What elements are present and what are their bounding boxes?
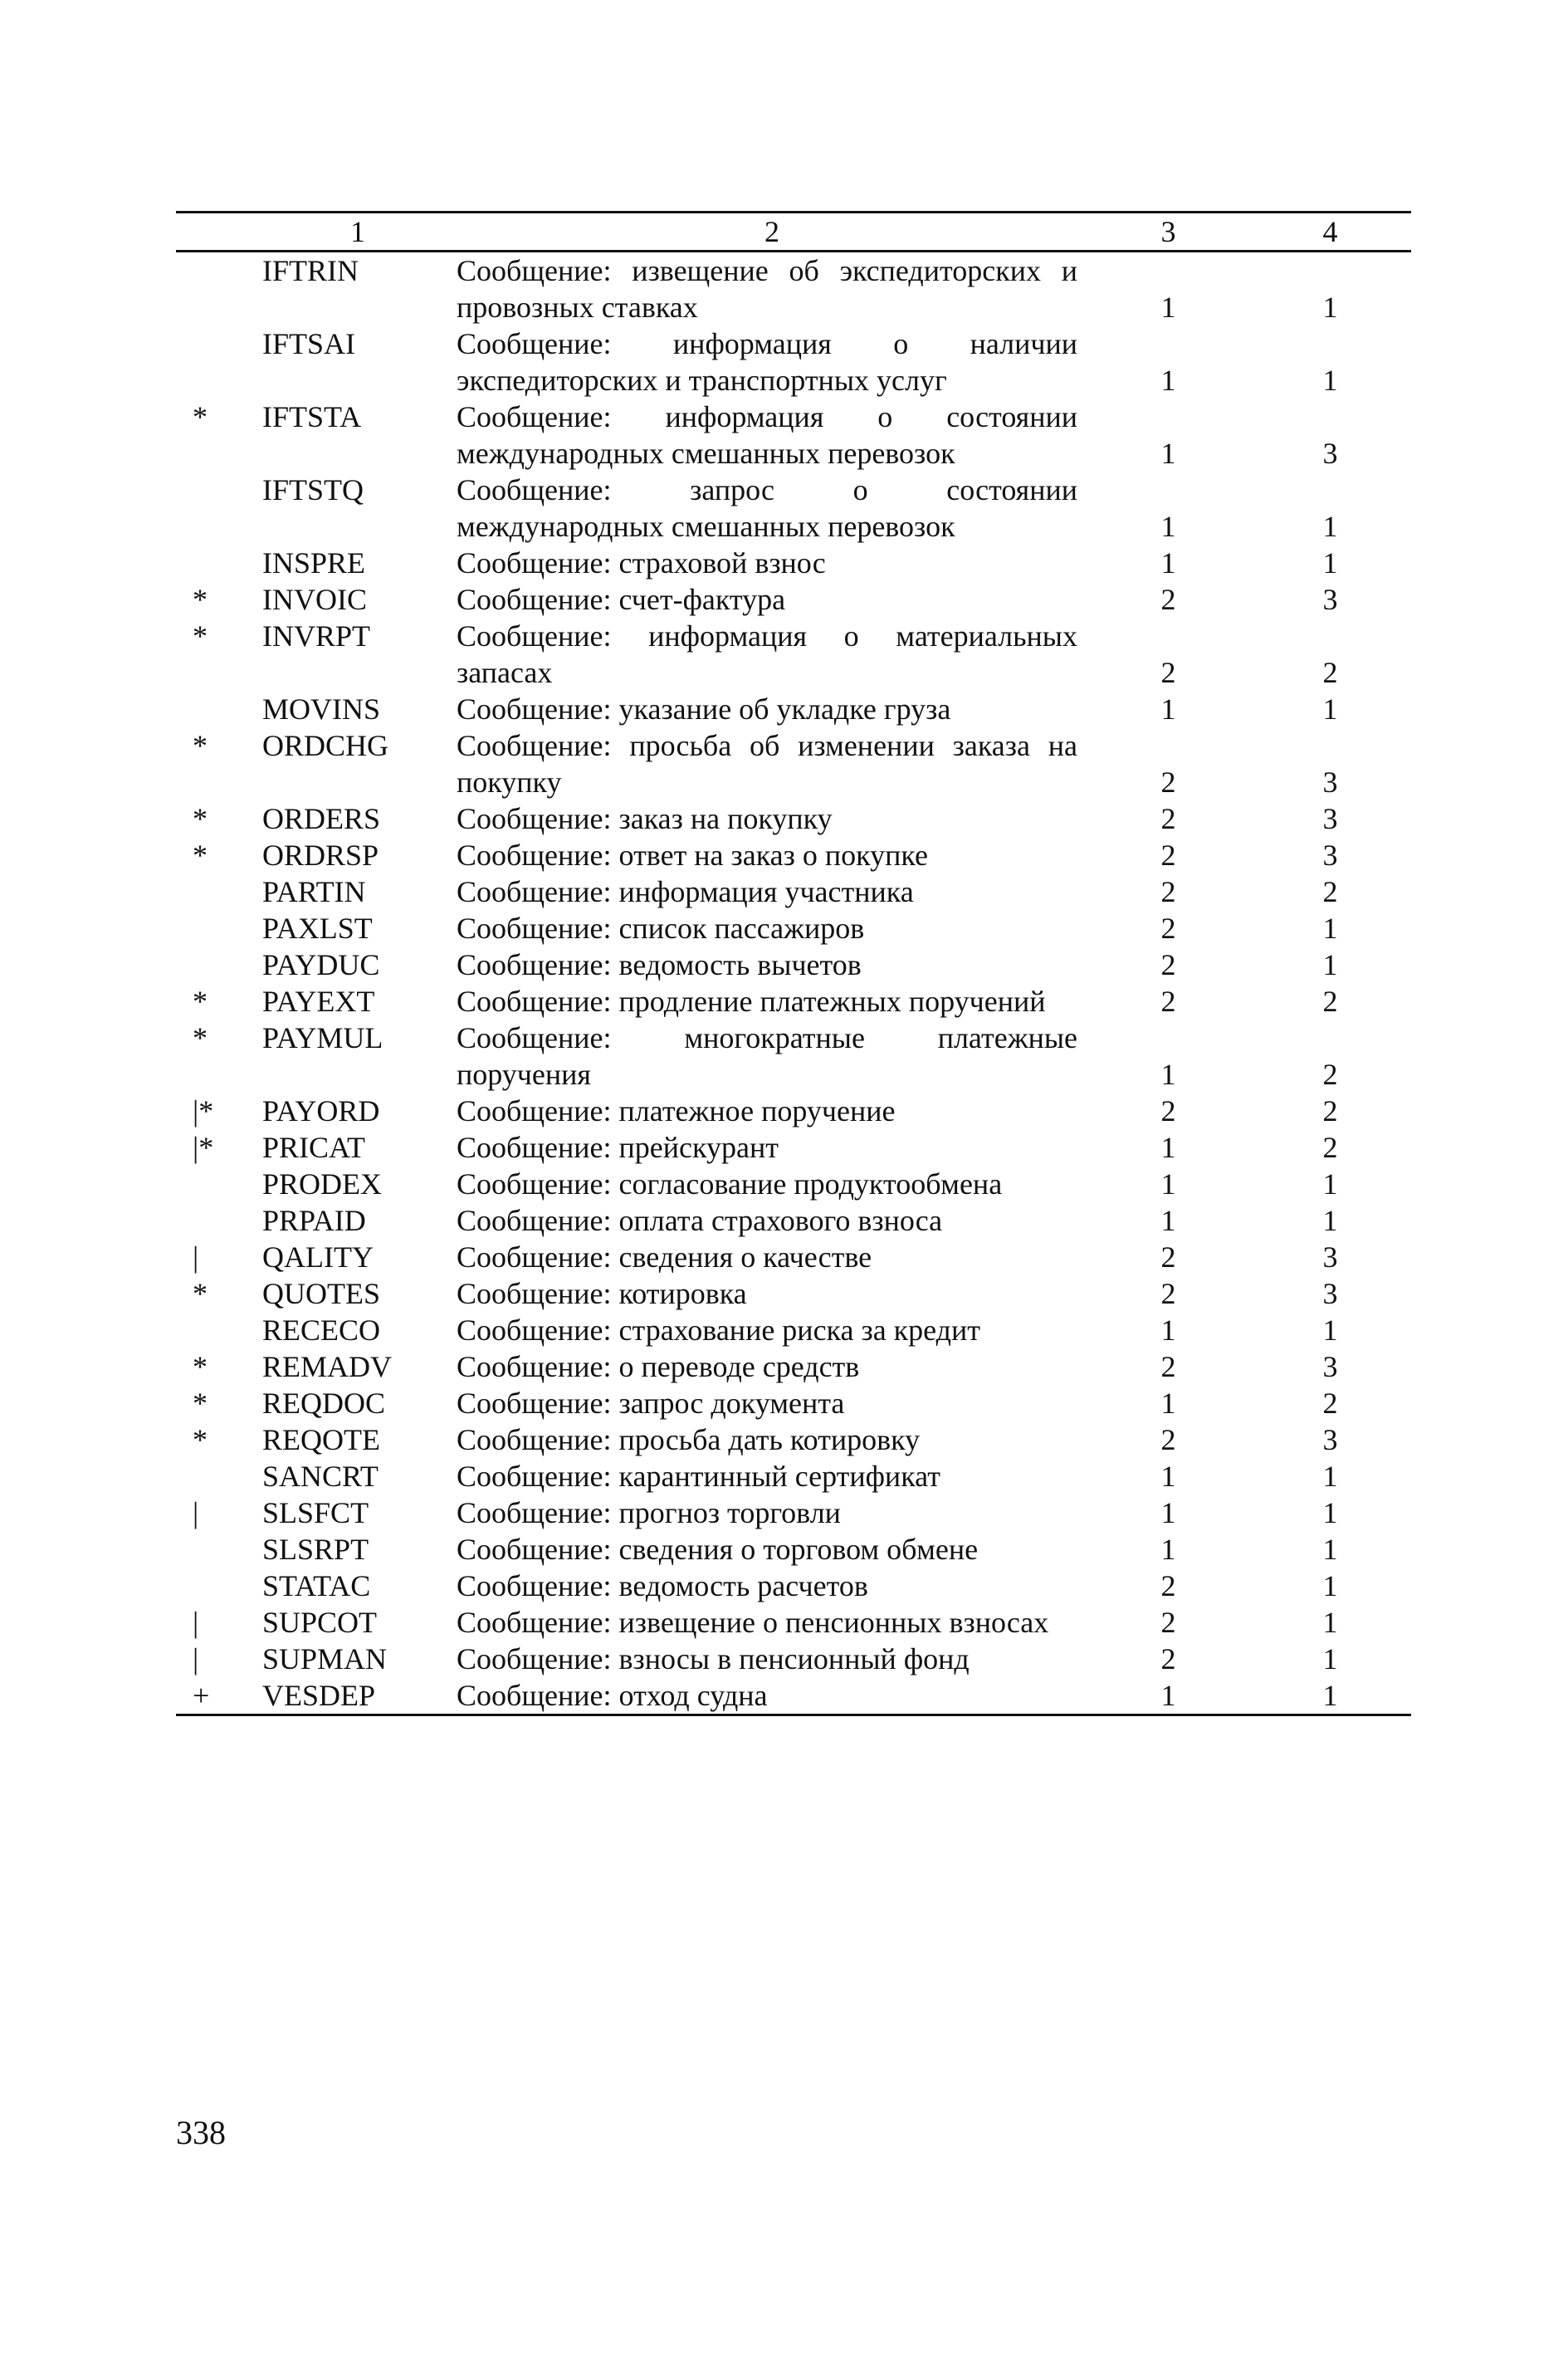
row-mark: |	[193, 1496, 199, 1529]
row-mark: *	[193, 1423, 208, 1456]
column-4-value: 1	[1322, 912, 1338, 945]
column-4-value: 3	[1322, 802, 1338, 835]
table-row	[176, 837, 1411, 873]
column-4-value: 2	[1322, 1387, 1338, 1420]
table-row	[176, 1166, 1411, 1202]
column-4-value: 2	[1322, 1131, 1338, 1164]
column-3-value: 1	[1160, 1496, 1176, 1529]
message-description: Сообщение: список пассажиров	[457, 912, 865, 945]
table-row	[176, 800, 1411, 837]
message-code: VESDEP	[262, 1679, 376, 1712]
column-3-value: 1	[1160, 1679, 1176, 1712]
message-code: ORDERS	[262, 802, 381, 835]
column-3-value: 1	[1160, 692, 1176, 726]
message-code: MOVINS	[262, 692, 381, 726]
column-3-value: 2	[1160, 948, 1176, 981]
column-3-value: 2	[1160, 1423, 1176, 1456]
message-code: PARTIN	[262, 875, 366, 908]
row-mark	[176, 1531, 259, 1568]
column-3-value: 2	[1160, 875, 1176, 908]
table-row	[176, 1385, 1411, 1421]
column-4-value: 1	[1322, 948, 1338, 981]
message-code: REMADV	[262, 1350, 393, 1383]
column-4-value: 3	[1322, 583, 1338, 616]
column-4-value: 3	[1322, 1240, 1338, 1274]
message-description: Сообщение: прейскурант	[457, 1131, 779, 1164]
row-mark	[176, 1166, 259, 1202]
column-3-value: 2	[1160, 985, 1176, 1018]
row-mark	[176, 1458, 259, 1494]
column-4-value: 1	[1322, 510, 1338, 543]
message-description: Сообщение: извещение о пенсионных взносах	[457, 1606, 1049, 1639]
message-code: PAXLST	[262, 912, 373, 945]
column-3-value: 2	[1160, 1350, 1176, 1383]
table-row	[176, 1568, 1411, 1604]
column-3-value: 1	[1160, 364, 1176, 397]
row-mark: |*	[193, 1094, 214, 1128]
column-4-value: 1	[1322, 291, 1338, 324]
table-row	[176, 691, 1411, 727]
column-3-value: 2	[1160, 1606, 1176, 1639]
row-mark	[176, 1312, 259, 1348]
message-code: PAYMUL	[262, 1021, 383, 1054]
header-row	[176, 213, 1411, 252]
row-mark	[176, 910, 259, 947]
table-row	[176, 727, 1411, 800]
column-3-value: 1	[1160, 546, 1176, 580]
message-description: Сообщение: информация о состоянии международных смешанных перевозок	[457, 400, 1077, 470]
row-mark: *	[193, 802, 208, 835]
column-3-value: 1	[1160, 1313, 1176, 1347]
message-code: PAYEXT	[262, 985, 375, 1018]
table-row	[176, 1020, 1411, 1093]
message-table-wrap	[176, 211, 1411, 1716]
column-4-value: 3	[1322, 766, 1338, 799]
row-mark: *	[193, 619, 208, 653]
message-code: ORDRSP	[262, 839, 379, 872]
table-row	[176, 1348, 1411, 1385]
row-mark	[176, 873, 259, 910]
message-code: RECECO	[262, 1313, 381, 1347]
column-4-value: 1	[1322, 1642, 1338, 1675]
column-4-value: 1	[1322, 692, 1338, 726]
table-row	[176, 1129, 1411, 1166]
column-4-value: 2	[1322, 985, 1338, 1018]
column-4-value: 1	[1322, 1313, 1338, 1347]
message-description: Сообщение: заказ на покупку	[457, 802, 833, 835]
table-row	[176, 581, 1411, 618]
column-3-value: 1	[1160, 1533, 1176, 1566]
message-description: Сообщение: многократные платежные поручения	[457, 1021, 1077, 1091]
column-4-value: 1	[1322, 1679, 1338, 1712]
message-description: Сообщение: информация о материальных запасах	[457, 619, 1077, 689]
column-4-value: 1	[1322, 1533, 1338, 1566]
column-4-value: 3	[1322, 437, 1338, 470]
column-3-value: 1	[1160, 1460, 1176, 1493]
column-4-value: 1	[1322, 1204, 1338, 1237]
message-code: REQDOC	[262, 1387, 386, 1420]
column-4-value: 1	[1322, 1606, 1338, 1639]
table-row	[176, 1604, 1411, 1641]
table-row	[176, 545, 1411, 581]
message-description: Сообщение: информация о наличии экспедиторских и транспортных услуг	[457, 327, 1077, 397]
table-row	[176, 947, 1411, 983]
message-code: SLSRPT	[262, 1533, 369, 1566]
table-row	[176, 472, 1411, 545]
column-4-value: 1	[1322, 546, 1338, 580]
message-description: Сообщение: оплата страхового взноса	[457, 1204, 943, 1237]
row-mark	[176, 545, 259, 581]
column-3-value: 2	[1160, 766, 1176, 799]
message-code: INVRPT	[262, 619, 371, 653]
page-number: 338	[176, 2114, 226, 2151]
row-mark: *	[193, 985, 208, 1018]
message-code: PRODEX	[262, 1167, 383, 1201]
table-row	[176, 1093, 1411, 1129]
row-mark: *	[193, 1387, 208, 1420]
column-3-value: 2	[1160, 1642, 1176, 1675]
column-3-value: 1	[1160, 1204, 1176, 1237]
table-row	[176, 1202, 1411, 1239]
column-4-value: 2	[1322, 1058, 1338, 1091]
message-description: Сообщение: сведения о качестве	[457, 1240, 872, 1274]
message-description: Сообщение: о переводе средств	[457, 1350, 860, 1383]
message-description: Сообщение: извещение об экспедиторских и провозных ставках	[457, 254, 1077, 324]
message-description: Сообщение: платежное поручение	[457, 1094, 896, 1128]
row-mark: *	[193, 729, 208, 762]
message-code: IFTRIN	[262, 254, 359, 287]
table-row	[176, 1494, 1411, 1531]
row-mark	[176, 252, 259, 326]
message-code: SANCRT	[262, 1460, 379, 1493]
column-3-value: 2	[1160, 656, 1176, 689]
column-3-value: 1	[1160, 1131, 1176, 1164]
message-description: Сообщение: просьба дать котировку	[457, 1423, 921, 1456]
column-3-value: 2	[1160, 1240, 1176, 1274]
message-description: Сообщение: ведомость расчетов	[457, 1569, 868, 1602]
row-mark: |*	[193, 1131, 214, 1164]
message-code: SLSFCT	[262, 1496, 369, 1529]
row-mark: |	[193, 1642, 199, 1675]
table-row	[176, 983, 1411, 1020]
column-4-value: 1	[1322, 1496, 1338, 1529]
header-col-3: 3	[1160, 215, 1176, 248]
message-code: IFTSTA	[262, 400, 362, 433]
message-description: Сообщение: счет-фактура	[457, 583, 786, 616]
row-mark: *	[193, 1021, 208, 1054]
message-description: Сообщение: продление платежных поручений	[457, 985, 1046, 1018]
message-code: IFTSAI	[262, 327, 356, 360]
column-3-value: 2	[1160, 912, 1176, 945]
row-mark: *	[193, 583, 208, 616]
message-code: SUPCOT	[262, 1606, 378, 1639]
row-mark	[176, 1202, 259, 1239]
message-code: PAYORD	[262, 1094, 380, 1128]
table-row	[176, 873, 1411, 910]
message-description: Сообщение: информация участника	[457, 875, 914, 908]
column-3-value: 2	[1160, 839, 1176, 872]
column-3-value: 1	[1160, 510, 1176, 543]
message-code: INSPRE	[262, 546, 366, 580]
row-mark	[176, 472, 259, 545]
row-mark: |	[193, 1606, 199, 1639]
row-mark	[176, 947, 259, 983]
table-row	[176, 618, 1411, 691]
table-row	[176, 1239, 1411, 1275]
column-4-value: 1	[1322, 1569, 1338, 1602]
column-3-value: 2	[1160, 1277, 1176, 1310]
message-description: Сообщение: указание об укладке груза	[457, 692, 951, 726]
column-3-value: 2	[1160, 1094, 1176, 1128]
message-code: PRICAT	[262, 1131, 366, 1164]
message-code: PRPAID	[262, 1204, 366, 1237]
header-col-1: 1	[350, 215, 365, 248]
message-description: Сообщение: котировка	[457, 1277, 747, 1310]
table-row	[176, 1275, 1411, 1312]
table-bottom-rule	[176, 1714, 1411, 1716]
column-3-value: 1	[1160, 291, 1176, 324]
message-code: QUOTES	[262, 1277, 380, 1310]
header-col-4: 4	[1322, 215, 1338, 248]
table-row	[176, 1312, 1411, 1348]
message-description: Сообщение: страховой взнос	[457, 546, 826, 580]
table-row	[176, 1458, 1411, 1494]
table-row	[176, 399, 1411, 472]
column-4-value: 1	[1322, 364, 1338, 397]
message-description: Сообщение: страхование риска за кредит	[457, 1313, 980, 1347]
column-4-value: 1	[1322, 1460, 1338, 1493]
row-mark	[176, 1568, 259, 1604]
column-3-value: 1	[1160, 437, 1176, 470]
column-4-value: 2	[1322, 875, 1338, 908]
column-4-value: 3	[1322, 1277, 1338, 1310]
column-4-value: 2	[1322, 1094, 1338, 1128]
column-3-value: 2	[1160, 802, 1176, 835]
message-code: ORDCHG	[262, 729, 389, 762]
table-row	[176, 910, 1411, 947]
column-3-value: 1	[1160, 1167, 1176, 1201]
message-description: Сообщение: запрос документа	[457, 1387, 845, 1420]
row-mark	[176, 325, 259, 399]
table-row	[176, 252, 1411, 326]
header-col-2: 2	[764, 215, 779, 248]
row-mark: +	[193, 1679, 210, 1712]
row-mark: *	[193, 1277, 208, 1310]
table-row	[176, 1641, 1411, 1677]
message-table	[176, 213, 1411, 1714]
table-row	[176, 1531, 1411, 1568]
message-description: Сообщение: согласование продуктообмена	[457, 1167, 1003, 1201]
message-description: Сообщение: ответ на заказ о покупке	[457, 839, 928, 872]
message-description: Сообщение: запрос о состоянии международных смешанных перевозок	[457, 473, 1077, 543]
message-description: Сообщение: прогноз торговли	[457, 1496, 841, 1529]
column-4-value: 3	[1322, 1423, 1338, 1456]
table-row	[176, 1421, 1411, 1458]
message-description: Сообщение: взносы в пенсионный фонд	[457, 1642, 970, 1675]
column-4-value: 1	[1322, 1167, 1338, 1201]
table-row	[176, 325, 1411, 399]
message-code: INVOIC	[262, 583, 367, 616]
column-3-value: 2	[1160, 583, 1176, 616]
message-description: Сообщение: отход судна	[457, 1679, 768, 1712]
message-code: PAYDUC	[262, 948, 380, 981]
row-mark: *	[193, 400, 208, 433]
column-4-value: 3	[1322, 1350, 1338, 1383]
column-3-value: 1	[1160, 1058, 1176, 1091]
column-4-value: 2	[1322, 656, 1338, 689]
row-mark: *	[193, 1350, 208, 1383]
column-3-value: 1	[1160, 1387, 1176, 1420]
message-code: IFTSTQ	[262, 473, 364, 506]
row-mark: |	[193, 1240, 199, 1274]
message-code: REQOTE	[262, 1423, 380, 1456]
row-mark: *	[193, 839, 208, 872]
table-row	[176, 1677, 1411, 1714]
message-description: Сообщение: ведомость вычетов	[457, 948, 862, 981]
header-col-mark	[176, 213, 259, 252]
message-description: Сообщение: карантинный сертификат	[457, 1460, 940, 1493]
message-description: Сообщение: просьба об изменении заказа на покупку	[457, 729, 1077, 799]
column-3-value: 2	[1160, 1569, 1176, 1602]
table-body	[176, 252, 1411, 1715]
message-code: QALITY	[262, 1240, 374, 1274]
table-header	[176, 213, 1411, 252]
column-4-value: 3	[1322, 839, 1338, 872]
message-code: STATAC	[262, 1569, 371, 1602]
message-code: SUPMAN	[262, 1642, 388, 1675]
row-mark	[176, 691, 259, 727]
message-description: Сообщение: сведения о торговом обмене	[457, 1533, 979, 1566]
